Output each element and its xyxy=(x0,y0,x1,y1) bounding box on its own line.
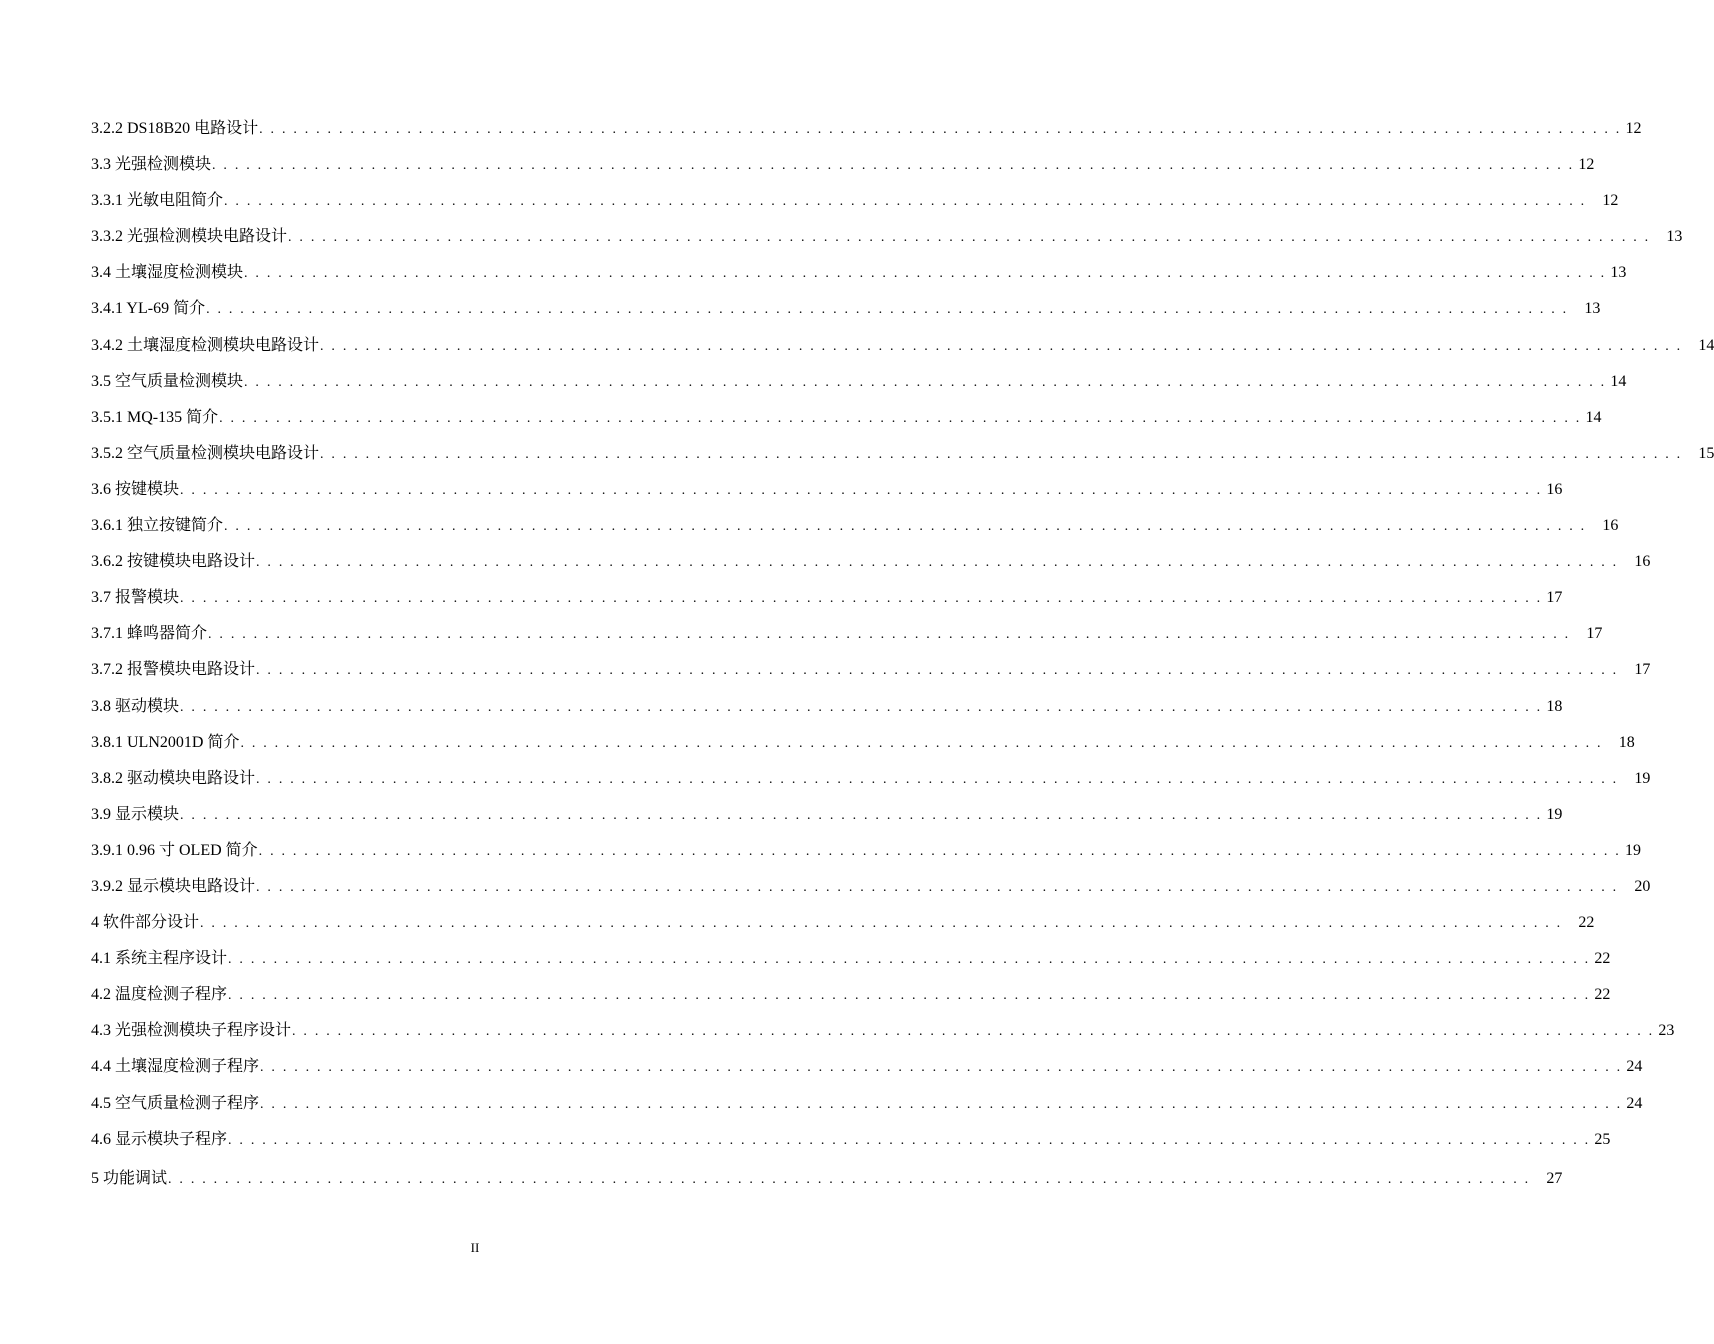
toc-entry-label: 3.3 光强检测模块 xyxy=(91,156,212,174)
toc-entry-page-number: 18 xyxy=(1546,697,1563,715)
toc-entry-label: 4 软件部分设计 xyxy=(91,914,200,932)
toc-dot-leader: . . . . . . . . . . . . . . . . . . . . . . . . . . . . . . . . . . . . . . . . . . . . . . . . . . . . . . . . . . . . . . . . . . . . . . . . . . . . . . . . . . . . . . . . . . . . . . . . . . . . . . . . . . . . . . . . . . . . . . . . xyxy=(244,266,1607,282)
toc-entry[interactable] xyxy=(91,1127,1611,1163)
toc-dot-leader: . . . . . . . . . . . . . . . . . . . . . . . . . . . . . . . . . . . . . . . . . . . . . . . . . . . . . . . . . . . . . . . . . . . . . . . . . . . . . . . . . . . . . . . . . . . . . . . . . . . . . . . . . . . . . . . . . . . . . . . . xyxy=(168,1171,1531,1187)
toc-entry-page-number: 16 xyxy=(1602,517,1619,535)
toc-entry-label: 4.2 温度检测子程序 xyxy=(91,986,228,1004)
toc-entry[interactable] xyxy=(91,694,1563,730)
toc-entry-page-number: 23 xyxy=(1658,1022,1675,1040)
toc-dot-leader: . . . . . . . . . . . . . . . . . . . . . . . . . . . . . . . . . . . . . . . . . . . . . . . . . . . . . . . . . . . . . . . . . . . . . . . . . . . . . . . . . . . . . . . . . . . . . . . . . . . . . . . . . . . . . . . . . . . . . . . . xyxy=(180,699,1543,715)
toc-entry-page-number: 14 xyxy=(1698,336,1714,354)
toc-entry-page-number: 13 xyxy=(1610,264,1627,282)
toc-entry-label: 3.8.2 驱动模块电路设计 xyxy=(91,769,256,787)
toc-dot-leader: . . . . . . . . . . . . . . . . . . . . . . . . . . . . . . . . . . . . . . . . . . . . . . . . . . . . . . . . . . . . . . . . . . . . . . . . . . . . . . . . . . . . . . . . . . . . . . . . . . . . . . . . . . . . . . . . . . . . . . . . xyxy=(259,122,1622,137)
toc-entry-label: 3.6 按键模块 xyxy=(91,480,180,498)
toc-entry-label: 3.2.2 DS18B20 电路设计 xyxy=(91,120,259,137)
toc-entry[interactable] xyxy=(91,513,1619,549)
toc-entry[interactable] xyxy=(91,585,1563,621)
toc-dot-leader: . . . . . . . . . . . . . . . . . . . . . . . . . . . . . . . . . . . . . . . . . . . . . . . . . . . . . . . . . . . . . . . . . . . . . . . . . . . . . . . . . . . . . . . . . . . . . . . . . . . . . . . . . . . . . . . . . . . . . . . . xyxy=(288,230,1651,246)
toc-entry[interactable] xyxy=(91,1054,1643,1090)
toc-entry-page-number: 13 xyxy=(1584,300,1601,318)
toc-entry-label: 4.5 空气质量检测子程序 xyxy=(91,1094,260,1112)
toc-dot-leader: . . . . . . . . . . . . . . . . . . . . . . . . . . . . . . . . . . . . . . . . . . . . . . . . . . . . . . . . . . . . . . . . . . . . . . . . . . . . . . . . . . . . . . . . . . . . . . . . . . . . . . . . . . . . . . . . . . . . . . . . xyxy=(200,916,1563,932)
toc-entry-label: 3.8 驱动模块 xyxy=(91,697,180,715)
toc-entry-label: 3.4 土壤湿度检测模块 xyxy=(91,264,244,282)
toc-entry[interactable] xyxy=(91,621,1603,657)
toc-entry-page-number: 22 xyxy=(1594,986,1611,1004)
toc-entry-page-number: 19 xyxy=(1546,805,1563,823)
toc-entry-page-number: 22 xyxy=(1578,914,1595,932)
toc-entry-page-number: 25 xyxy=(1594,1130,1611,1148)
toc-entry-page-number: 27 xyxy=(1546,1169,1563,1187)
toc-entry-label: 4.6 显示模块子程序 xyxy=(91,1130,228,1148)
toc-entry-page-number: 17 xyxy=(1634,661,1651,679)
toc-entry-page-number: 19 xyxy=(1634,769,1651,787)
toc-dot-leader: . . . . . . . . . . . . . . . . . . . . . . . . . . . . . . . . . . . . . . . . . . . . . . . . . . . . . . . . . . . . . . . . . . . . . . . . . . . . . . . . . . . . . . . . . . . . . . . . . . . . . . . . . . . . . . . . . . . . . . . . xyxy=(228,952,1591,968)
toc-entry-label: 3.3.2 光强检测模块电路设计 xyxy=(91,228,288,246)
toc-dot-leader: . . . . . . . . . . . . . . . . . . . . . . . . . . . . . . . . . . . . . . . . . . . . . . . . . . . . . . . . . . . . . . . . . . . . . . . . . . . . . . . . . . . . . . . . . . . . . . . . . . . . . . . . . . . . . . . . . . . . . . . . xyxy=(208,627,1571,643)
toc-dot-leader: . . . . . . . . . . . . . . . . . . . . . . . . . . . . . . . . . . . . . . . . . . . . . . . . . . . . . . . . . . . . . . . . . . . . . . . . . . . . . . . . . . . . . . . . . . . . . . . . . . . . . . . . . . . . . . . . . . . . . . . . xyxy=(320,338,1683,354)
table-of-contents xyxy=(91,116,1714,1202)
toc-dot-leader: . . . . . . . . . . . . . . . . . . . . . . . . . . . . . . . . . . . . . . . . . . . . . . . . . . . . . . . . . . . . . . . . . . . . . . . . . . . . . . . . . . . . . . . . . . . . . . . . . . . . . . . . . . . . . . . . . . . . . . . . xyxy=(206,302,1569,318)
toc-dot-leader: . . . . . . . . . . . . . . . . . . . . . . . . . . . . . . . . . . . . . . . . . . . . . . . . . . . . . . . . . . . . . . . . . . . . . . . . . . . . . . . . . . . . . . . . . . . . . . . . . . . . . . . . . . . . . . . . . . . . . . . . xyxy=(180,591,1543,607)
toc-entry[interactable] xyxy=(91,549,1651,585)
toc-dot-leader: . . . . . . . . . . . . . . . . . . . . . . . . . . . . . . . . . . . . . . . . . . . . . . . . . . . . . . . . . . . . . . . . . . . . . . . . . . . . . . . . . . . . . . . . . . . . . . . . . . . . . . . . . . . . . . . . . . . . . . . . xyxy=(219,410,1582,426)
toc-entry[interactable] xyxy=(91,657,1651,693)
toc-entry[interactable] xyxy=(91,116,1642,152)
toc-dot-leader: . . . . . . . . . . . . . . . . . . . . . . . . . . . . . . . . . . . . . . . . . . . . . . . . . . . . . . . . . . . . . . . . . . . . . . . . . . . . . . . . . . . . . . . . . . . . . . . . . . . . . . . . . . . . . . . . . . . . . . . . xyxy=(180,807,1543,823)
toc-entry-label: 3.4.2 土壤湿度检测模块电路设计 xyxy=(91,336,320,354)
toc-dot-leader: . . . . . . . . . . . . . . . . . . . . . . . . . . . . . . . . . . . . . . . . . . . . . . . . . . . . . . . . . . . . . . . . . . . . . . . . . . . . . . . . . . . . . . . . . . . . . . . . . . . . . . . . . . . . . . . . . . . . . . . . xyxy=(244,374,1607,390)
toc-entry-page-number: 15 xyxy=(1698,444,1714,462)
toc-entry-page-number: 13 xyxy=(1666,228,1683,246)
toc-dot-leader: . . . . . . . . . . . . . . . . . . . . . . . . . . . . . . . . . . . . . . . . . . . . . . . . . . . . . . . . . . . . . . . . . . . . . . . . . . . . . . . . . . . . . . . . . . . . . . . . . . . . . . . . . . . . . . . . . . . . . . . . xyxy=(256,663,1619,679)
toc-dot-leader: . . . . . . . . . . . . . . . . . . . . . . . . . . . . . . . . . . . . . . . . . . . . . . . . . . . . . . . . . . . . . . . . . . . . . . . . . . . . . . . . . . . . . . . . . . . . . . . . . . . . . . . . . . . . . . . . . . . . . . . . xyxy=(228,1132,1591,1148)
toc-entry[interactable] xyxy=(91,874,1651,910)
toc-entry-label: 3.5.2 空气质量检测模块电路设计 xyxy=(91,444,320,462)
toc-dot-leader: . . . . . . . . . . . . . . . . . . . . . . . . . . . . . . . . . . . . . . . . . . . . . . . . . . . . . . . . . . . . . . . . . . . . . . . . . . . . . . . . . . . . . . . . . . . . . . . . . . . . . . . . . . . . . . . . . . . . . . . . xyxy=(240,735,1603,751)
toc-entry[interactable] xyxy=(91,1091,1643,1127)
toc-dot-leader: . . . . . . . . . . . . . . . . . . . . . . . . . . . . . . . . . . . . . . . . . . . . . . . . . . . . . . . . . . . . . . . . . . . . . . . . . . . . . . . . . . . . . . . . . . . . . . . . . . . . . . . . . . . . . . . . . . . . . . . . xyxy=(256,771,1619,787)
toc-entry-label: 3.7.1 蜂鸣器简介 xyxy=(91,625,208,643)
toc-dot-leader: . . . . . . . . . . . . . . . . . . . . . . . . . . . . . . . . . . . . . . . . . . . . . . . . . . . . . . . . . . . . . . . . . . . . . . . . . . . . . . . . . . . . . . . . . . . . . . . . . . . . . . . . . . . . . . . . . . . . . . . . xyxy=(224,194,1587,210)
toc-entry-page-number: 12 xyxy=(1578,156,1595,174)
toc-entry-label: 3.9 显示模块 xyxy=(91,805,180,823)
toc-entry-label: 3.6.2 按键模块电路设计 xyxy=(91,553,256,571)
toc-entry-label: 4.1 系统主程序设计 xyxy=(91,950,228,968)
toc-entry-label: 3.5.1 MQ-135 简介 xyxy=(91,408,219,426)
toc-entry-label: 3.9.1 0.96 寸 OLED 简介 xyxy=(91,841,258,859)
toc-dot-leader: . . . . . . . . . . . . . . . . . . . . . . . . . . . . . . . . . . . . . . . . . . . . . . . . . . . . . . . . . . . . . . . . . . . . . . . . . . . . . . . . . . . . . . . . . . . . . . . . . . . . . . . . . . . . . . . . . . . . . . . . xyxy=(256,879,1619,895)
toc-entry-page-number: 14 xyxy=(1610,372,1627,390)
toc-entry[interactable] xyxy=(91,946,1611,982)
toc-entry-label: 3.7 报警模块 xyxy=(91,589,180,607)
toc-dot-leader: . . . . . . . . . . . . . . . . . . . . . . . . . . . . . . . . . . . . . . . . . . . . . . . . . . . . . . . . . . . . . . . . . . . . . . . . . . . . . . . . . . . . . . . . . . . . . . . . . . . . . . . . . . . . . . . . . . . . . . . . xyxy=(320,446,1683,462)
toc-dot-leader: . . . . . . . . . . . . . . . . . . . . . . . . . . . . . . . . . . . . . . . . . . . . . . . . . . . . . . . . . . . . . . . . . . . . . . . . . . . . . . . . . . . . . . . . . . . . . . . . . . . . . . . . . . . . . . . . . . . . . . . . xyxy=(260,1060,1623,1076)
toc-entry-label: 3.5 空气质量检测模块 xyxy=(91,372,244,390)
toc-entry[interactable] xyxy=(91,982,1611,1018)
toc-entry-page-number: 16 xyxy=(1634,553,1651,571)
toc-entry[interactable] xyxy=(91,405,1602,441)
toc-entry-page-number: 24 xyxy=(1626,1058,1643,1076)
toc-entry-label: 4.3 光强检测模块子程序设计 xyxy=(91,1022,292,1040)
toc-entry-page-number: 17 xyxy=(1586,625,1603,643)
toc-entry-page-number: 24 xyxy=(1626,1094,1643,1112)
toc-entry-page-number: 14 xyxy=(1585,408,1602,426)
toc-dot-leader: . . . . . . . . . . . . . . . . . . . . . . . . . . . . . . . . . . . . . . . . . . . . . . . . . . . . . . . . . . . . . . . . . . . . . . . . . . . . . . . . . . . . . . . . . . . . . . . . . . . . . . . . . . . . . . . . . . . . . . . . xyxy=(228,988,1591,1004)
toc-entry-page-number: 16 xyxy=(1546,480,1563,498)
toc-entry-page-number: 18 xyxy=(1618,733,1635,751)
toc-dot-leader: . . . . . . . . . . . . . . . . . . . . . . . . . . . . . . . . . . . . . . . . . . . . . . . . . . . . . . . . . . . . . . . . . . . . . . . . . . . . . . . . . . . . . . . . . . . . . . . . . . . . . . . . . . . . . . . . . . . . . . . . xyxy=(292,1024,1655,1040)
toc-entry-page-number: 22 xyxy=(1594,950,1611,968)
toc-entry[interactable] xyxy=(91,441,1714,477)
toc-entry[interactable] xyxy=(91,477,1563,513)
toc-dot-leader: . . . . . . . . . . . . . . . . . . . . . . . . . . . . . . . . . . . . . . . . . . . . . . . . . . . . . . . . . . . . . . . . . . . . . . . . . . . . . . . . . . . . . . . . . . . . . . . . . . . . . . . . . . . . . . . . . . . . . . . . xyxy=(256,555,1619,571)
page-number: II xyxy=(470,1240,480,1255)
toc-entry-label: 3.8.1 ULN2001D 简介 xyxy=(91,733,240,751)
toc-dot-leader: . . . . . . . . . . . . . . . . . . . . . . . . . . . . . . . . . . . . . . . . . . . . . . . . . . . . . . . . . . . . . . . . . . . . . . . . . . . . . . . . . . . . . . . . . . . . . . . . . . . . . . . . . . . . . . . . . . . . . . . . xyxy=(180,482,1543,498)
toc-entry[interactable] xyxy=(91,333,1714,369)
toc-entry-label: 3.4.1 YL-69 简介 xyxy=(91,300,206,318)
toc-entry-label: 3.7.2 报警模块电路设计 xyxy=(91,661,256,679)
toc-entry-page-number: 12 xyxy=(1625,120,1642,137)
toc-entry-label: 3.9.2 显示模块电路设计 xyxy=(91,877,256,895)
toc-entry-label: 3.3.1 光敏电阻简介 xyxy=(91,192,224,210)
toc-entry[interactable] xyxy=(91,766,1651,802)
toc-entry[interactable] xyxy=(91,910,1595,946)
toc-dot-leader: . . . . . . . . . . . . . . . . . . . . . . . . . . . . . . . . . . . . . . . . . . . . . . . . . . . . . . . . . . . . . . . . . . . . . . . . . . . . . . . . . . . . . . . . . . . . . . . . . . . . . . . . . . . . . . . . . . . . . . . . xyxy=(224,519,1587,535)
toc-entry[interactable] xyxy=(91,838,1641,874)
toc-entry-page-number: 20 xyxy=(1634,877,1651,895)
toc-entry-label: 3.6.1 独立按键简介 xyxy=(91,517,224,535)
toc-dot-leader: . . . . . . . . . . . . . . . . . . . . . . . . . . . . . . . . . . . . . . . . . . . . . . . . . . . . . . . . . . . . . . . . . . . . . . . . . . . . . . . . . . . . . . . . . . . . . . . . . . . . . . . . . . . . . . . . . . . . . . . . xyxy=(260,1096,1623,1112)
toc-entry[interactable] xyxy=(91,369,1627,405)
toc-entry[interactable] xyxy=(91,296,1601,332)
toc-entry[interactable] xyxy=(91,802,1563,838)
toc-dot-leader: . . . . . . . . . . . . . . . . . . . . . . . . . . . . . . . . . . . . . . . . . . . . . . . . . . . . . . . . . . . . . . . . . . . . . . . . . . . . . . . . . . . . . . . . . . . . . . . . . . . . . . . . . . . . . . . . . . . . . . . . xyxy=(258,843,1621,859)
toc-entry-page-number: 12 xyxy=(1602,192,1619,210)
toc-entry-label: 5 功能调试 xyxy=(91,1169,168,1187)
toc-entry[interactable] xyxy=(91,188,1619,224)
toc-entry[interactable] xyxy=(91,152,1595,188)
toc-entry[interactable] xyxy=(91,730,1635,766)
toc-entry-page-number: 19 xyxy=(1624,841,1641,859)
toc-entry[interactable] xyxy=(91,224,1683,260)
toc-entry[interactable] xyxy=(91,1018,1675,1054)
toc-entry[interactable] xyxy=(91,1166,1563,1202)
toc-entry-page-number: 17 xyxy=(1546,589,1563,607)
toc-dot-leader: . . . . . . . . . . . . . . . . . . . . . . . . . . . . . . . . . . . . . . . . . . . . . . . . . . . . . . . . . . . . . . . . . . . . . . . . . . . . . . . . . . . . . . . . . . . . . . . . . . . . . . . . . . . . . . . . . . . . . . . . xyxy=(212,158,1575,174)
toc-entry[interactable] xyxy=(91,260,1627,296)
toc-entry-label: 4.4 土壤湿度检测子程序 xyxy=(91,1058,260,1076)
